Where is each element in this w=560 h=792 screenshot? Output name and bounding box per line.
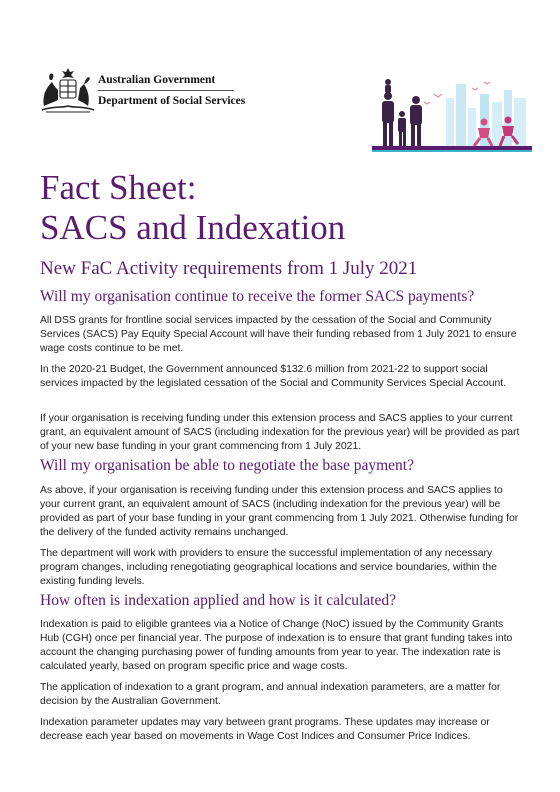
paragraph: As above, if your organisation is receiving funding under this extension process and SACS applies to your current grant, an equivalent amount of SACS (including indexation for the previous year) will be provided as part of your base funding in your grant commencing from 1 July 2021. Otherwise funding for the delivery of the funded activity remains unchanged. [40,485,519,538]
page-title [40,168,345,248]
government-name: Australian Government [98,74,216,86]
paragraph: Indexation parameter updates may vary between grant programs. These updates may increase or decrease each year based on movements in Wage Cost Indices and Consumer Price Indices. [40,717,490,742]
coat-of-arms-icon [38,66,98,114]
paragraph: All DSS grants for frontline social services impacted by the cessation of the Social and Community Services (SACS) Pay Equity Special Account will have their funding rebased from 1 July 2021 to ensure wage costs continue to be met. [40,315,517,354]
paragraph: Indexation is paid to eligible grantees via a Notice of Change (NoC) issued by the Community Grants Hub (CGH) once per financial year. The purpose of indexation is to ensure that grant funding takes into account the changing purchasing power of funding amounts from year to year. The indexation rate is calculated yearly, based on program specific price and wage costs. [40,619,513,672]
paragraph: The application of indexation to a grant program, and annual indexation parameters, are a matter for decision by the Australian Government. [40,682,501,707]
page-subtitle: New FaC Activity requirements from 1 July 2021 [40,258,418,279]
paragraph: If your organisation is receiving funding under this extension process and SACS applies to your current grant, an equivalent amount of SACS (including indexation for the previous year) will be provided as part of your new base funding in your grant commencing from 1 July 2021. [40,413,520,452]
government-logo-text [98,73,246,108]
logo-divider [98,90,234,91]
family-city-skyline-illustration [372,78,532,154]
title-line-1: Fact Sheet: [40,168,197,207]
section-heading-base-payment: Will my organisation be able to negotiate the base payment? [40,457,414,474]
department-name: Department of Social Services [98,95,246,107]
title-line-2: SACS and Indexation [40,208,346,247]
section-heading-indexation: How often is indexation applied and how is it calculated? [40,592,396,609]
paragraph: In the 2020-21 Budget, the Government announced $132.6 million from 2021-22 to support social services impacted by the legislated cessation of the Social and Community Services Special Account. [40,364,507,389]
section-heading-sacs-payments: Will my organisation continue to receive the former SACS payments? [40,288,475,305]
paragraph: The department will work with providers to ensure the successful implementation of any necessary program changes, including renegotiating geographical locations and service boundaries, within the existing funding levels. [40,548,497,587]
page-header [0,0,560,155]
